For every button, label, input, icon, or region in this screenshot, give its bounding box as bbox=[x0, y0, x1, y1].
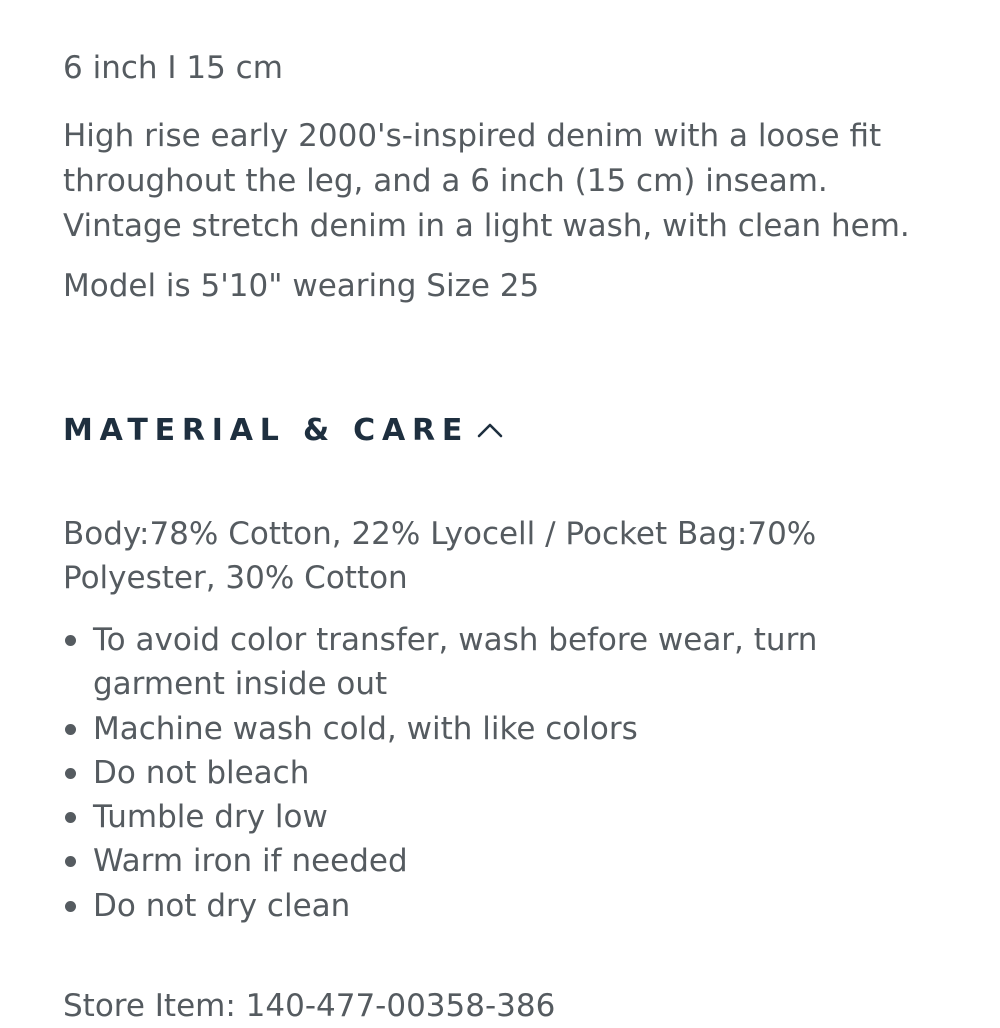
care-instruction-item bbox=[63, 884, 963, 928]
product-description bbox=[63, 114, 963, 249]
composition-line: Body:78% Cotton, 22% Lyocell / Pocket Bag:70% bbox=[63, 516, 817, 552]
description-line: throughout the leg, and a 6 inch (15 cm) inseam. bbox=[63, 163, 828, 199]
description-line: High rise early 2000's-inspired denim with a loose fit bbox=[63, 118, 882, 154]
material-care-heading: MATERIAL & CARE bbox=[63, 412, 470, 448]
bullet-dot-icon bbox=[65, 768, 76, 779]
care-instructions-list bbox=[63, 618, 963, 928]
care-instruction-text: Do not dry clean bbox=[93, 887, 351, 924]
care-instruction-item bbox=[63, 795, 963, 839]
inseam-length: 6 inch I 15 cm bbox=[63, 50, 283, 86]
bullet-dot-icon bbox=[65, 635, 76, 646]
composition-line: Polyester, 30% Cotton bbox=[63, 560, 408, 596]
fabric-composition bbox=[63, 512, 963, 600]
material-care-toggle[interactable] bbox=[63, 408, 505, 452]
care-instruction-text: Do not bleach bbox=[93, 754, 310, 791]
care-instruction-text: To avoid color transfer, wash before wear, turn bbox=[93, 622, 818, 658]
care-instruction-item bbox=[63, 618, 963, 707]
model-info: Model is 5'10" wearing Size 25 bbox=[63, 268, 540, 304]
care-instruction-item bbox=[63, 751, 963, 795]
chevron-up-icon bbox=[475, 420, 505, 440]
store-item-number: Store Item: 140-477-00358-386 bbox=[63, 988, 556, 1024]
care-instruction-item bbox=[63, 707, 963, 751]
bullet-dot-icon bbox=[65, 856, 76, 867]
description-line: Vintage stretch denim in a light wash, with clean hem. bbox=[63, 208, 910, 244]
bullet-dot-icon bbox=[65, 901, 76, 912]
bullet-dot-icon bbox=[65, 812, 76, 823]
care-instruction-item bbox=[63, 839, 963, 883]
care-instruction-text: Machine wash cold, with like colors bbox=[93, 710, 638, 747]
care-instruction-text: garment inside out bbox=[93, 666, 388, 703]
care-instruction-text: Warm iron if needed bbox=[93, 843, 408, 880]
bullet-dot-icon bbox=[65, 724, 76, 735]
care-instruction-text: Tumble dry low bbox=[93, 799, 328, 836]
